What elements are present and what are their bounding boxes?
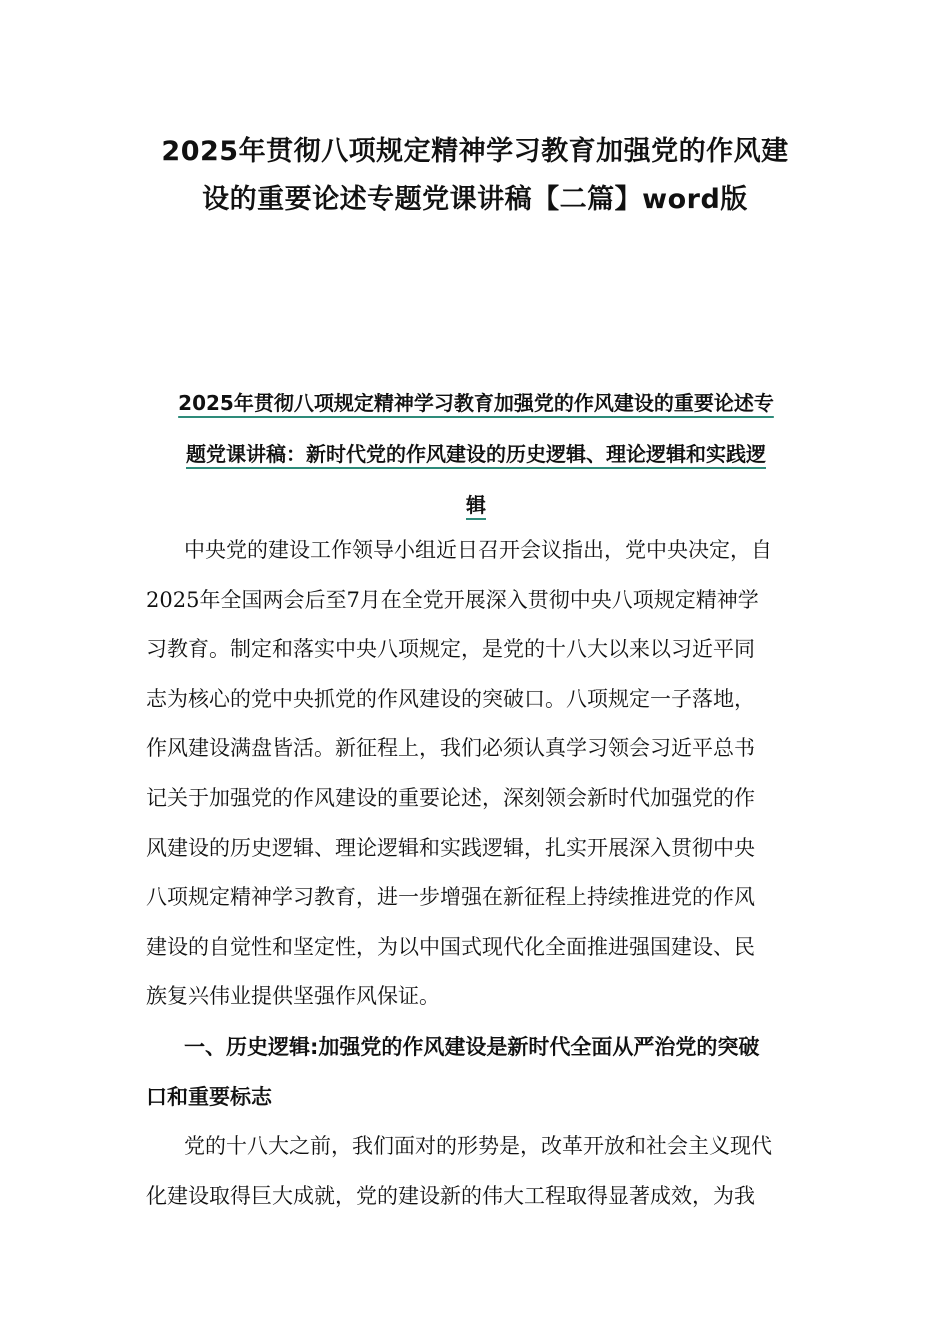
section-heading-line: 2025年贯彻八项规定精神学习教育加强党的作风建设的重要论述专 bbox=[178, 391, 774, 415]
paragraph-line: 建设的自觉性和坚定性，为以中国式现代化全面推进强国建设、民 bbox=[146, 934, 755, 959]
paragraph-line: 族复兴伟业提供坚强作风保证。 bbox=[146, 984, 440, 1009]
paragraph-line: 2025年全国两会后至7月在全党开展深入贯彻中央八项规定精神学 bbox=[146, 587, 759, 612]
paragraph-line: 化建设取得巨大成就，党的建设新的伟大工程取得显著成效，为我 bbox=[146, 1183, 755, 1208]
subsection-heading bbox=[146, 1023, 806, 1122]
paragraph-line: 习教育。制定和落实中央八项规定，是党的十八大以来以习近平同 bbox=[146, 637, 755, 662]
paragraph-line: 八项规定精神学习教育，进一步增强在新征程上持续推进党的作风 bbox=[146, 885, 755, 910]
section-heading-line: 题党课讲稿：新时代党的作风建设的历史逻辑、理论逻辑和实践逻 bbox=[186, 442, 766, 466]
title-line: 2025年贯彻八项规定精神学习教育加强党的作风建 bbox=[161, 136, 789, 167]
subheading-line: 口和重要标志 bbox=[146, 1084, 272, 1109]
paragraph-line: 风建设的历史逻辑、理论逻辑和实践逻辑，扎实开展深入贯彻中央 bbox=[146, 835, 755, 860]
title-line: 设的重要论述专题党课讲稿【二篇】word版 bbox=[202, 184, 748, 215]
subheading-line: 一、历史逻辑:加强党的作风建设是新时代全面从严治党的突破 bbox=[184, 1035, 760, 1059]
body-paragraph bbox=[146, 1122, 806, 1221]
section-heading bbox=[146, 378, 806, 531]
section-heading-line: 辑 bbox=[466, 493, 486, 517]
paragraph-line: 党的十八大之前，我们面对的形势是，改革开放和社会主义现代 bbox=[184, 1134, 772, 1158]
paragraph-line: 志为核心的党中央抓党的作风建设的突破口。八项规定一子落地， bbox=[146, 686, 755, 711]
paragraph-line: 作风建设满盘皆活。新征程上，我们必须认真学习领会习近平总书 bbox=[146, 736, 755, 761]
body-paragraph bbox=[146, 526, 806, 1022]
paragraph-line: 中央党的建设工作领导小组近日召开会议指出，党中央决定，自 bbox=[184, 538, 772, 562]
document-title bbox=[120, 128, 830, 224]
paragraph-line: 记关于加强党的作风建设的重要论述，深刻领会新时代加强党的作 bbox=[146, 785, 755, 810]
